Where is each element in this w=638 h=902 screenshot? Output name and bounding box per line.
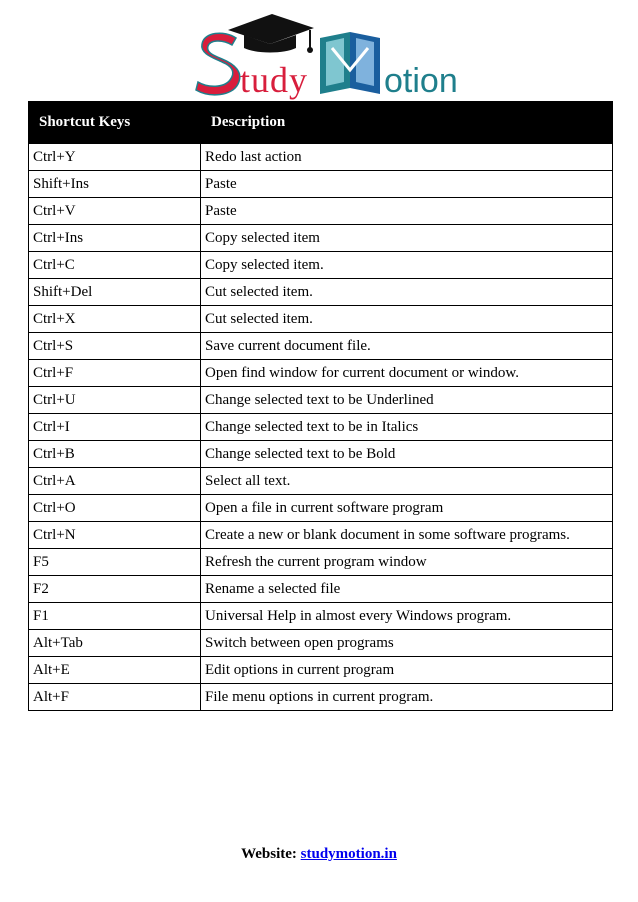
table-row <box>29 414 613 441</box>
table-row <box>29 603 613 630</box>
table-row <box>29 684 613 711</box>
studymotion-logo <box>0 8 638 100</box>
shortcut-key-cell: F5 <box>29 549 201 576</box>
logo-graphic <box>0 8 638 100</box>
description-cell: Edit options in current program <box>201 657 613 684</box>
shortcut-key-cell: Alt+E <box>29 657 201 684</box>
footer-label: Website: <box>241 846 297 862</box>
description-cell: Paste <box>201 171 613 198</box>
table-row <box>29 171 613 198</box>
shortcut-key-cell: Ctrl+U <box>29 387 201 414</box>
header-description: Description <box>201 102 613 144</box>
shortcut-key-cell: Ctrl+V <box>29 198 201 225</box>
graduation-cap-icon <box>228 14 314 53</box>
table-row <box>29 468 613 495</box>
shortcut-key-cell: Shift+Ins <box>29 171 201 198</box>
shortcut-key-cell: Shift+Del <box>29 279 201 306</box>
shortcut-key-cell: Ctrl+C <box>29 252 201 279</box>
description-cell: Select all text. <box>201 468 613 495</box>
description-cell: Cut selected item. <box>201 306 613 333</box>
table-row <box>29 441 613 468</box>
description-cell: File menu options in current program. <box>201 684 613 711</box>
website-link[interactable]: studymotion.in <box>300 846 397 862</box>
description-cell: Copy selected item. <box>201 252 613 279</box>
description-cell: Cut selected item. <box>201 279 613 306</box>
description-cell: Create a new or blank document in some software programs. <box>201 522 613 549</box>
header-shortcut-keys: Shortcut Keys <box>29 102 201 144</box>
table-row <box>29 306 613 333</box>
shortcut-key-cell: Alt+Tab <box>29 630 201 657</box>
footer <box>0 846 638 863</box>
book-m-icon <box>320 32 380 94</box>
description-cell: Switch between open programs <box>201 630 613 657</box>
logo-s-letter <box>196 33 240 95</box>
shortcut-key-cell: Ctrl+S <box>29 333 201 360</box>
description-cell: Redo last action <box>201 144 613 171</box>
table-row <box>29 225 613 252</box>
table-row <box>29 144 613 171</box>
logo-word-motion: otion <box>384 62 458 100</box>
table-row <box>29 522 613 549</box>
logo-word-study: tudy <box>240 60 309 100</box>
description-cell: Change selected text to be Bold <box>201 441 613 468</box>
table-header-row <box>29 102 613 144</box>
table-row <box>29 576 613 603</box>
table-row <box>29 360 613 387</box>
shortcut-key-cell: F1 <box>29 603 201 630</box>
description-cell: Change selected text to be in Italics <box>201 414 613 441</box>
description-cell: Refresh the current program window <box>201 549 613 576</box>
shortcut-key-cell: Ctrl+B <box>29 441 201 468</box>
table-row <box>29 279 613 306</box>
shortcut-key-cell: F2 <box>29 576 201 603</box>
table-row <box>29 630 613 657</box>
description-cell: Rename a selected file <box>201 576 613 603</box>
shortcut-key-cell: Ctrl+F <box>29 360 201 387</box>
shortcut-key-cell: Alt+F <box>29 684 201 711</box>
description-cell: Copy selected item <box>201 225 613 252</box>
table-body <box>29 144 613 711</box>
description-cell: Change selected text to be Underlined <box>201 387 613 414</box>
shortcut-key-cell: Ctrl+I <box>29 414 201 441</box>
table-row <box>29 198 613 225</box>
shortcut-key-cell: Ctrl+Ins <box>29 225 201 252</box>
table-row <box>29 549 613 576</box>
table-row <box>29 333 613 360</box>
shortcut-key-cell: Ctrl+A <box>29 468 201 495</box>
shortcut-table <box>28 101 613 711</box>
table-row <box>29 495 613 522</box>
shortcut-key-cell: Ctrl+N <box>29 522 201 549</box>
shortcut-key-cell: Ctrl+O <box>29 495 201 522</box>
description-cell: Paste <box>201 198 613 225</box>
description-cell: Save current document file. <box>201 333 613 360</box>
table-row <box>29 657 613 684</box>
description-cell: Universal Help in almost every Windows program. <box>201 603 613 630</box>
description-cell: Open find window for current document or window. <box>201 360 613 387</box>
shortcut-key-cell: Ctrl+Y <box>29 144 201 171</box>
description-cell: Open a file in current software program <box>201 495 613 522</box>
table-row <box>29 252 613 279</box>
table-row <box>29 387 613 414</box>
shortcut-key-cell: Ctrl+X <box>29 306 201 333</box>
